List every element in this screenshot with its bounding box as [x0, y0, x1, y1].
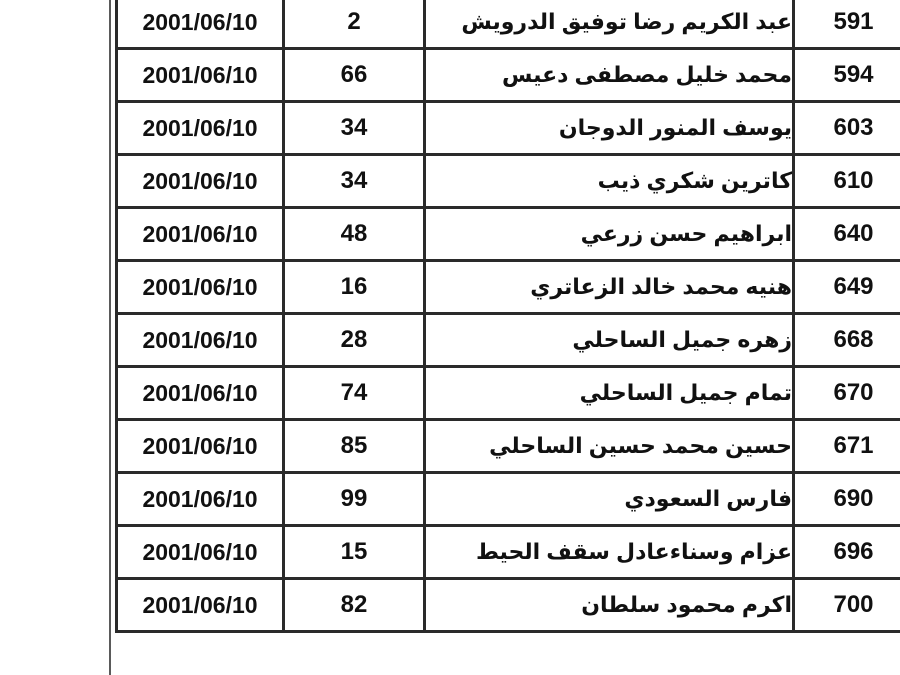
date-cell: 2001/06/10 [117, 526, 284, 579]
id-cell: 668 [794, 314, 900, 367]
number-cell: 28 [284, 314, 425, 367]
number-cell: 16 [284, 261, 425, 314]
table-row [117, 0, 900, 49]
date-cell: 2001/06/10 [117, 420, 284, 473]
table-row [117, 420, 900, 473]
number-cell: 34 [284, 102, 425, 155]
table-row [117, 526, 900, 579]
date-cell: 2001/06/10 [117, 49, 284, 102]
id-cell: 591 [794, 0, 900, 49]
table-row [117, 314, 900, 367]
table-row [117, 155, 900, 208]
id-cell: 700 [794, 579, 900, 632]
name-cell: حسين محمد حسين الساحلي [425, 420, 794, 473]
number-cell: 34 [284, 155, 425, 208]
name-cell: فارس السعودي [425, 473, 794, 526]
id-cell: 671 [794, 420, 900, 473]
table-row [117, 261, 900, 314]
id-cell: 696 [794, 526, 900, 579]
date-cell: 2001/06/10 [117, 473, 284, 526]
id-cell: 649 [794, 261, 900, 314]
number-cell: 15 [284, 526, 425, 579]
number-cell: 99 [284, 473, 425, 526]
number-cell: 74 [284, 367, 425, 420]
name-cell: عزام وسناءعادل سقف الحيط [425, 526, 794, 579]
page-left-border [109, 0, 111, 675]
id-cell: 594 [794, 49, 900, 102]
number-cell: 2 [284, 0, 425, 49]
date-cell: 2001/06/10 [117, 0, 284, 49]
date-cell: 2001/06/10 [117, 261, 284, 314]
id-cell: 670 [794, 367, 900, 420]
name-cell: يوسف المنور الدوجان [425, 102, 794, 155]
name-cell: زهره جميل الساحلي [425, 314, 794, 367]
date-cell: 2001/06/10 [117, 579, 284, 632]
records-table [115, 0, 900, 633]
date-cell: 2001/06/10 [117, 208, 284, 261]
table-row [117, 579, 900, 632]
date-cell: 2001/06/10 [117, 155, 284, 208]
table-row [117, 473, 900, 526]
name-cell: عبد الكريم رضا توفيق الدرويش [425, 0, 794, 49]
name-cell: كاترين شكري ذيب [425, 155, 794, 208]
records-table-container [115, 0, 900, 675]
date-cell: 2001/06/10 [117, 314, 284, 367]
name-cell: ابراهيم حسن زرعي [425, 208, 794, 261]
number-cell: 66 [284, 49, 425, 102]
id-cell: 640 [794, 208, 900, 261]
name-cell: هنيه محمد خالد الزعاتري [425, 261, 794, 314]
table-row [117, 208, 900, 261]
number-cell: 82 [284, 579, 425, 632]
number-cell: 48 [284, 208, 425, 261]
name-cell: تمام جميل الساحلي [425, 367, 794, 420]
id-cell: 690 [794, 473, 900, 526]
id-cell: 603 [794, 102, 900, 155]
date-cell: 2001/06/10 [117, 367, 284, 420]
number-cell: 85 [284, 420, 425, 473]
table-row [117, 367, 900, 420]
date-cell: 2001/06/10 [117, 102, 284, 155]
table-row [117, 102, 900, 155]
name-cell: محمد خليل مصطفى دعيس [425, 49, 794, 102]
table-row [117, 49, 900, 102]
name-cell: اكرم محمود سلطان [425, 579, 794, 632]
id-cell: 610 [794, 155, 900, 208]
